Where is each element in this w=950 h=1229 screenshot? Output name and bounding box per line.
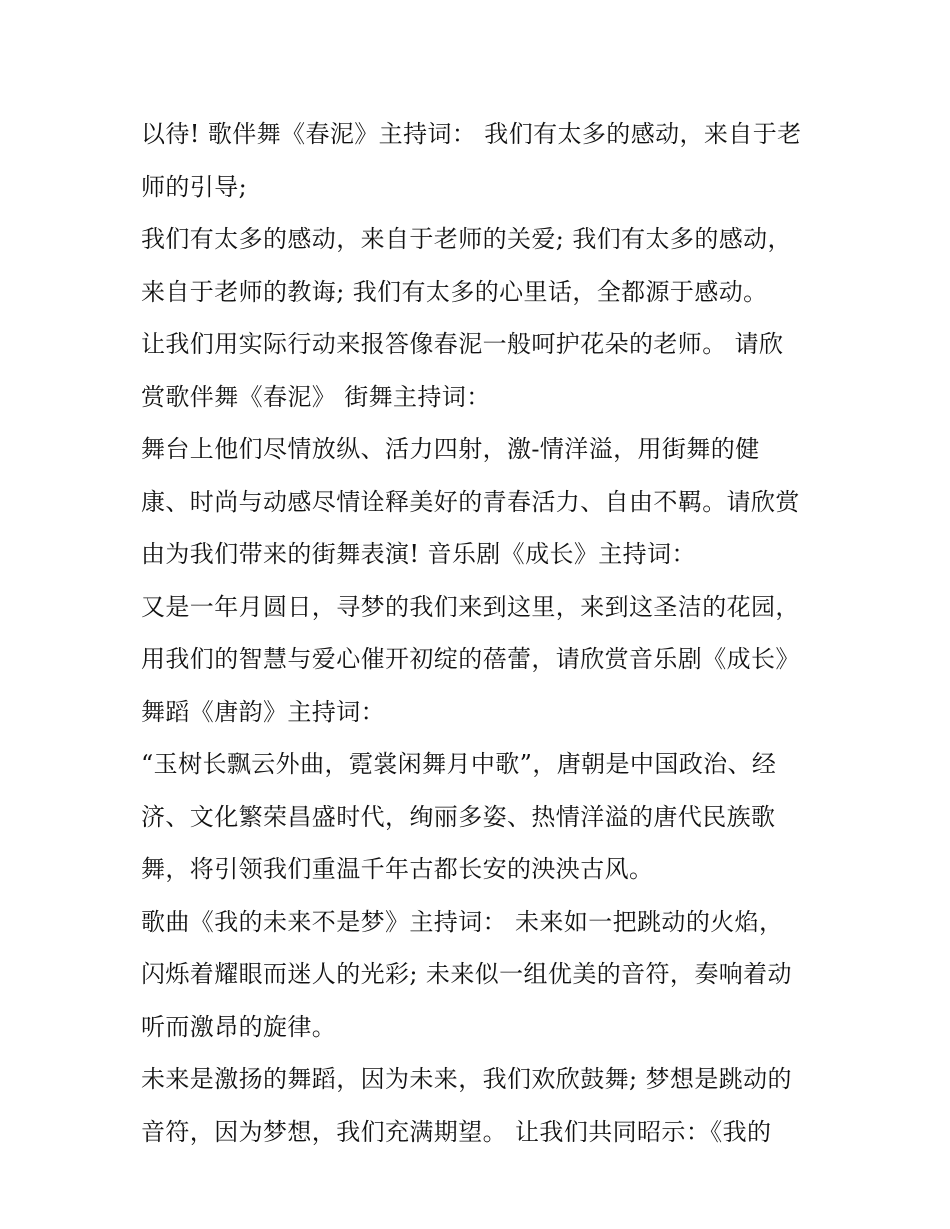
body-text bbox=[141, 108, 821, 1158]
text-line: 赏歌伴舞《春泥》 街舞主持词： bbox=[141, 382, 491, 411]
text-line: 用我们的智慧与爱心催开初绽的蓓蕾，请欣赏音乐剧《成长》 bbox=[141, 645, 800, 673]
text-line: 我们有太多的感动，来自于老师的关爱; 我们有太多的感动， bbox=[141, 225, 792, 253]
text-line: 闪烁着耀眼而迷人的光彩; 未来似一组优美的音符，奏响着动 bbox=[141, 960, 792, 988]
text-line: 舞台上他们尽情放纵、活力四射，激-情洋溢，用街舞的健 bbox=[141, 435, 760, 463]
text-line: 济、文化繁荣昌盛时代，绚丽多姿、热情洋溢的唐代民族歌 bbox=[141, 802, 776, 831]
text-line: 音符，因为梦想，我们充满期望。 让我们共同昭示：《我的 bbox=[141, 1117, 772, 1146]
text-line: 歌曲《我的未来不是梦》主持词： 未来如一把跳动的火焰， bbox=[141, 907, 784, 936]
text-line: 由为我们带来的街舞表演! 音乐剧《成长》主持词： bbox=[141, 540, 696, 568]
text-line: 让我们用实际行动来报答像春泥一般呵护花朵的老师。 请欣 bbox=[141, 330, 784, 358]
text-line: 舞，将引领我们重温千年古都长安的泱泱古风。 bbox=[141, 855, 654, 883]
text-line: 未来是激扬的舞蹈，因为未来，我们欢欣鼓舞; 梦想是跳动的 bbox=[141, 1065, 792, 1093]
text-line: 来自于老师的教诲; 我们有太多的心里话，全都源于感动。 bbox=[141, 277, 768, 306]
text-line: “玉树长飘云外曲，霓裳闲舞月中歌”，唐朝是中国政治、经 bbox=[141, 750, 777, 778]
text-line: 舞蹈《唐韵》主持词： bbox=[141, 697, 385, 726]
text-line: 听而激昂的旋律。 bbox=[141, 1012, 337, 1041]
text-line: 又是一年月圆日，寻梦的我们来到这里，来到这圣洁的花园， bbox=[141, 592, 800, 621]
text-line: 以待! 歌伴舞《春泥》主持词： 我们有太多的感动，来自于老 bbox=[141, 120, 802, 148]
text-line: 师的引导; bbox=[141, 172, 248, 201]
text-line: 康、时尚与动感尽情诠释美好的青春活力、自由不羁。请欣赏 bbox=[141, 487, 800, 516]
